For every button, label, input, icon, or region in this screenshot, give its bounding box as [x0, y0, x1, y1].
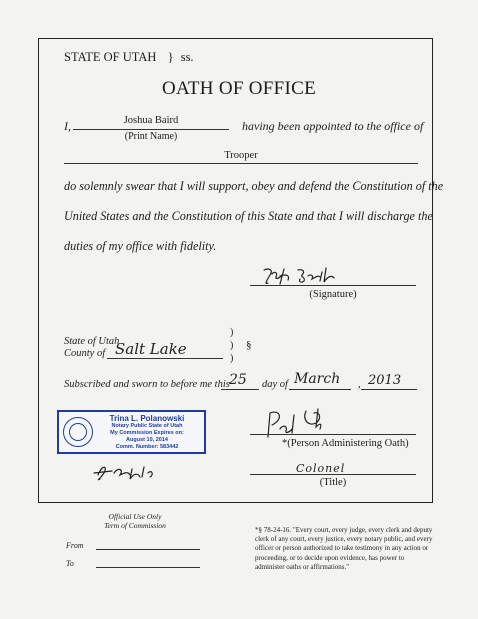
- oath-line-3: duties of my office with fidelity.: [64, 239, 217, 253]
- page-title: OATH OF OFFICE: [161, 78, 317, 99]
- office-value: Trooper: [224, 150, 258, 161]
- year-separator: ,: [358, 378, 361, 390]
- notary-signature-image: [92, 459, 172, 485]
- day-of-label: day of: [262, 379, 288, 390]
- title-line: [250, 474, 416, 475]
- appointee-name: Joshua Baird: [123, 115, 179, 126]
- oath-line-1: do solemnly swear that I will support, obey and defend the Constitution of the: [64, 179, 444, 193]
- month-value: March: [294, 371, 341, 387]
- to-line: [96, 567, 200, 568]
- office-line: [64, 163, 418, 164]
- official-use-heading: Official Use Only: [108, 512, 162, 521]
- state-line: STATE OF UTAH: [64, 50, 157, 64]
- title-caption: (Title): [319, 477, 347, 488]
- venue-bracket: ) ) ): [230, 327, 234, 364]
- notary-name: Trina L. Polanowski: [109, 414, 185, 423]
- day-line: [221, 389, 259, 390]
- notary-line-1: Notary Public State of Utah: [111, 423, 183, 429]
- notary-line-2: My Commission Expires on:: [110, 430, 184, 436]
- signature-caption: (Signature): [309, 289, 357, 300]
- county-value: Salt Lake: [115, 340, 187, 358]
- county-line: [107, 358, 223, 359]
- from-label: From: [66, 541, 84, 550]
- having-appointed-text: having been appointed to the office of: [242, 119, 424, 133]
- statute-text: *§ 78-24-16. "Every court, every judge, every clerk and deputy clerk of any court, every justice, every notary public, and every officer or person authorized to take testimony in any action or proceeding, or to decide upon evidence, has power to administer oaths or affirmations.": [255, 526, 433, 571]
- header-ss: ss.: [180, 50, 194, 64]
- year-line: [361, 389, 417, 390]
- title-value: Colonel: [296, 462, 346, 475]
- state-of-utah-label: State of Utah: [64, 336, 120, 347]
- header-brace: }: [167, 50, 174, 64]
- administrator-caption: *(Person Administering Oath): [282, 438, 409, 449]
- notary-line-4: Comm. Number: 583442: [115, 444, 179, 450]
- section-symbol: §: [246, 339, 252, 351]
- signature-line: [250, 285, 416, 286]
- state-header: [64, 50, 194, 65]
- notary-stamp: [57, 410, 206, 454]
- year-value: 2013: [368, 373, 402, 388]
- month-line: [289, 389, 351, 390]
- from-line: [96, 549, 200, 550]
- to-label: To: [66, 559, 74, 568]
- day-value: 25: [229, 372, 247, 388]
- print-name-caption: (Print Name): [124, 131, 178, 142]
- notary-line-3: August 10, 2014: [126, 437, 168, 443]
- name-line: [73, 129, 229, 130]
- subscribed-text: Subscribed and sworn to before me this: [64, 379, 230, 390]
- administrator-line: [250, 434, 416, 435]
- county-label: County of: [64, 348, 106, 359]
- oath-line-2: United States and the Constitution of this State and that I will discharge the: [64, 209, 433, 223]
- notary-seal-icon: [63, 417, 93, 447]
- i-prefix: I,: [64, 119, 71, 133]
- term-commission-heading: Term of Commission: [104, 521, 166, 530]
